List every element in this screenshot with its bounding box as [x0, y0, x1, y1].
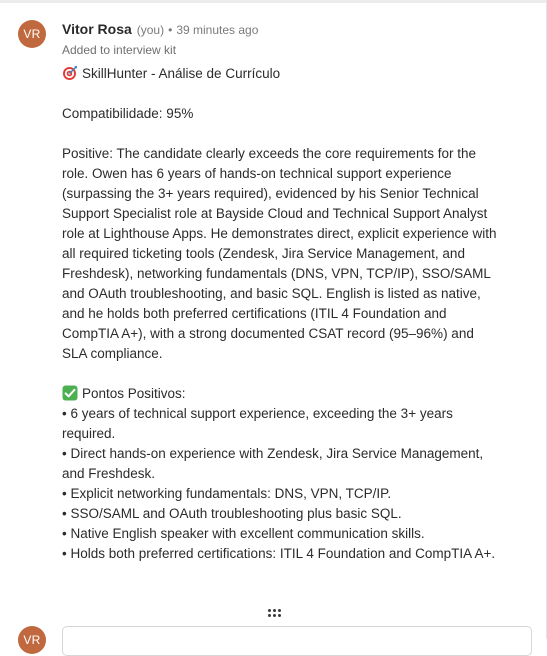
drag-handle-icon[interactable] — [268, 609, 282, 619]
handle-dot — [268, 614, 271, 617]
handle-dot — [278, 614, 281, 617]
comment-summary: Positive: The candidate clearly exceeds the core requirements for the role. Owen has 6 years of hands-on technical support experience (surpassing the 3+ years required), evidenced by his Senior Technical Support Specialist role at Bayside Cloud and Technical Support Analyst role at Lighthouse Apps. He demonstrates direct, explicit experience with all required ticketing tools (Zendesk, Jira Service Management, and Freshdesk), networking fundamentals (DNS, VPN, TCP/IP), SSO/SAML and OAuth troubleshooting, and basic SQL. English is listed as native, and he holds both preferred certifications (ITIL 4 Foundation and CompTIA A+), with a strong documented CSAT record (95–96%) and SLA compliance. — [62, 146, 497, 361]
check-mark-button-icon — [62, 385, 78, 401]
header-separator: • — [168, 23, 173, 37]
list-item: • 6 years of technical support experience, exceeding the 3+ years required. — [62, 406, 453, 441]
avatar[interactable]: VR — [18, 20, 46, 48]
top-divider — [0, 0, 547, 3]
handle-dot — [278, 609, 281, 612]
target-dart-icon — [62, 65, 78, 81]
comment-body — [62, 64, 502, 564]
list-item: • SSO/SAML and OAuth troubleshooting plus basic SQL. — [62, 506, 402, 521]
you-label: (you) — [136, 23, 165, 37]
positives-heading-line — [62, 384, 502, 404]
list-item: • Direct hands-on experience with Zendesk, Jira Service Management, and Freshdesk. — [62, 446, 484, 481]
comment-action: Added to interview kit — [62, 43, 177, 57]
reply-input[interactable] — [62, 626, 532, 656]
handle-dot — [273, 609, 276, 612]
handle-dot — [268, 609, 271, 612]
reply-avatar: VR — [18, 626, 46, 654]
comment-header — [62, 21, 258, 37]
positives-heading: Pontos Positivos: — [82, 386, 186, 401]
author-name[interactable]: Vitor Rosa — [62, 21, 132, 37]
handle-dot — [273, 614, 276, 617]
list-item: • Native English speaker with excellent communication skills. — [62, 526, 425, 541]
list-item: • Holds both preferred certifications: ITIL 4 Foundation and CompTIA A+. — [62, 546, 496, 561]
timestamp: 39 minutes ago — [176, 23, 259, 37]
compatibility-score: Compatibilidade: 95% — [62, 106, 194, 121]
list-item: • Explicit networking fundamentals: DNS, VPN, TCP/IP. — [62, 486, 392, 501]
comment-title: SkillHunter - Análise de Currículo — [82, 66, 281, 81]
comment-title-line — [62, 64, 502, 84]
